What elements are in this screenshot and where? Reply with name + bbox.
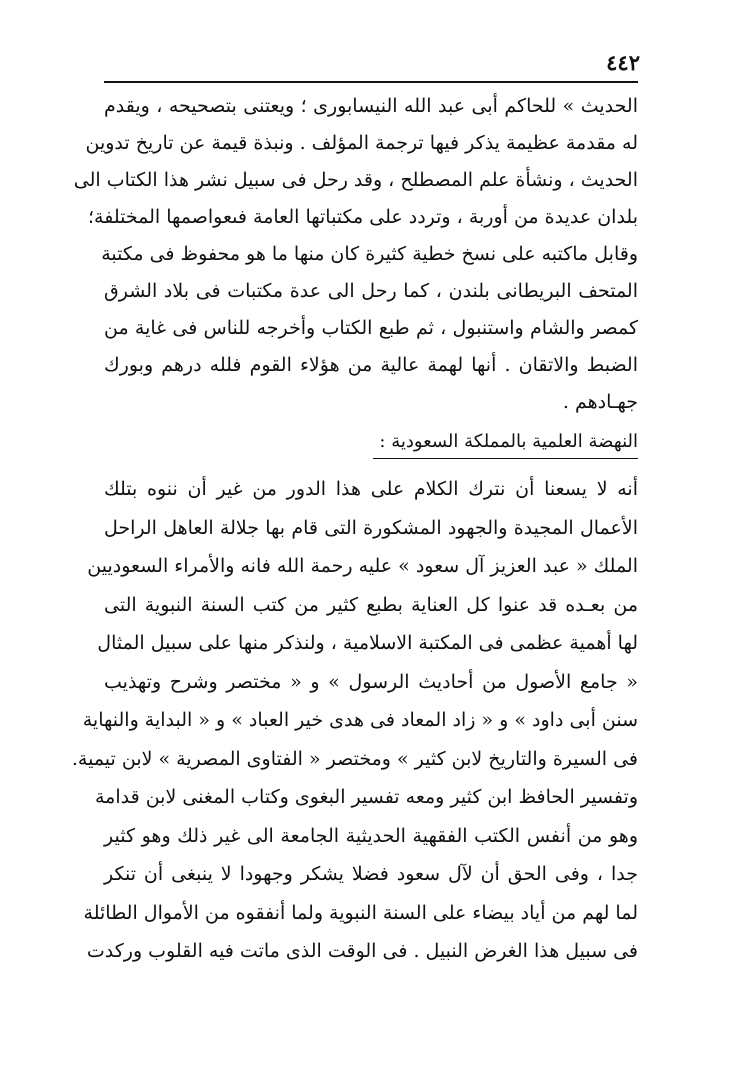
- text-line: بلدان عديدة من أوربة ، وتردد على مكتباتها العامة فىعواصمها المختلفة؛: [88, 206, 638, 228]
- text-line: المتحف البريطانى بلندن ، كما رحل الى عدة مكتبات فى بلاد الشرق: [104, 280, 638, 302]
- text-line: الملك « عبد العزيز آل سعود » عليه رحمة الله فانه والأمراء السعوديين: [87, 555, 638, 577]
- text-line: كمصر والشام واستنبول ، ثم طبع الكتاب وأخرجه للناس فى غاية من: [104, 317, 638, 339]
- text-line: من بعـده قد عنوا كل العناية بطبع كثير من كتب السنة النبوية التى: [104, 593, 638, 616]
- text-line: فى سبيل هذا الغرض النبيل . فى الوقت الذى ماتت فيه القلوب وركدت: [86, 940, 638, 962]
- paragraph-hakim-edition: [73, 88, 638, 421]
- header-rule: [104, 81, 638, 83]
- text-line: أنه لا يسعنا أن نترك الكلام على هذا الدور من غير أن ننوه بتلك: [104, 478, 638, 500]
- section-heading: النهضة العلمية بالمملكة السعودية :: [373, 427, 638, 459]
- text-line: سنن أبى داود » و « زاد المعاد فى هدى خير العباد » و « البداية والنهاية: [82, 709, 638, 731]
- text-line: الضبط والاتقان . أنها لهمة عالية من هؤلاء القوم فلله درهم وبورك: [104, 354, 638, 376]
- text-line: الحديث » للحاكم أبى عبد الله النيسابورى ؛ ويعتنى بتصحيحه ، ويقدم: [104, 95, 638, 117]
- text-line: له مقدمة عظيمة يذكر فيها ترجمة المؤلف . ونبذة قيمة عن تاريخ تدوين: [85, 132, 638, 154]
- text-line: وتفسير الحافظ ابن كثير ومعه تفسير البغوى وكتاب المغنى لابن قدامة: [94, 786, 638, 808]
- text-line: الأعمال المجيدة والجهود المشكورة التى قام بها جلالة العاهل الراحل: [104, 516, 638, 539]
- text-line: جدا ، وفى الحق أن لآل سعود فضلا يشكر وجهودا لا ينبغى أن تنكر: [104, 863, 638, 885]
- text-line: لما لهم من أياد بيضاء على السنة النبوية ولما أنفقوه من الأموال الطائلة: [83, 901, 638, 924]
- text-line: وقابل ماكتبه على نسخ خطية كثيرة كان منها ما هو محفوظ فى مكتبة: [101, 243, 638, 265]
- text-line: لها أهمية عظمى فى المكتبة الاسلامية ، ولنذكر منها على سبيل المثال: [97, 632, 638, 654]
- text-line: جهـادهم .: [562, 391, 638, 413]
- page-number: ٤٤٢: [606, 50, 640, 75]
- text-line: وهو من أنفس الكتب الفقهية الحديثية الجامعة الى غير ذلك وهو كثير: [104, 824, 638, 847]
- text-line: « جامع الأصول من أحاديث الرسول » و « مختصر وشرح وتهذيب: [104, 670, 638, 693]
- text-line: الحديث ، ونشأة علم المصطلح ، وقد رحل فى سبيل نشر هذا الكتاب الى: [73, 169, 638, 191]
- paragraph-saudi-renaissance: [71, 470, 638, 971]
- text-line: فى السيرة والتاريخ لابن كثير » ومختصر « الفتاوى المصرية » لابن تيمية.: [71, 747, 638, 770]
